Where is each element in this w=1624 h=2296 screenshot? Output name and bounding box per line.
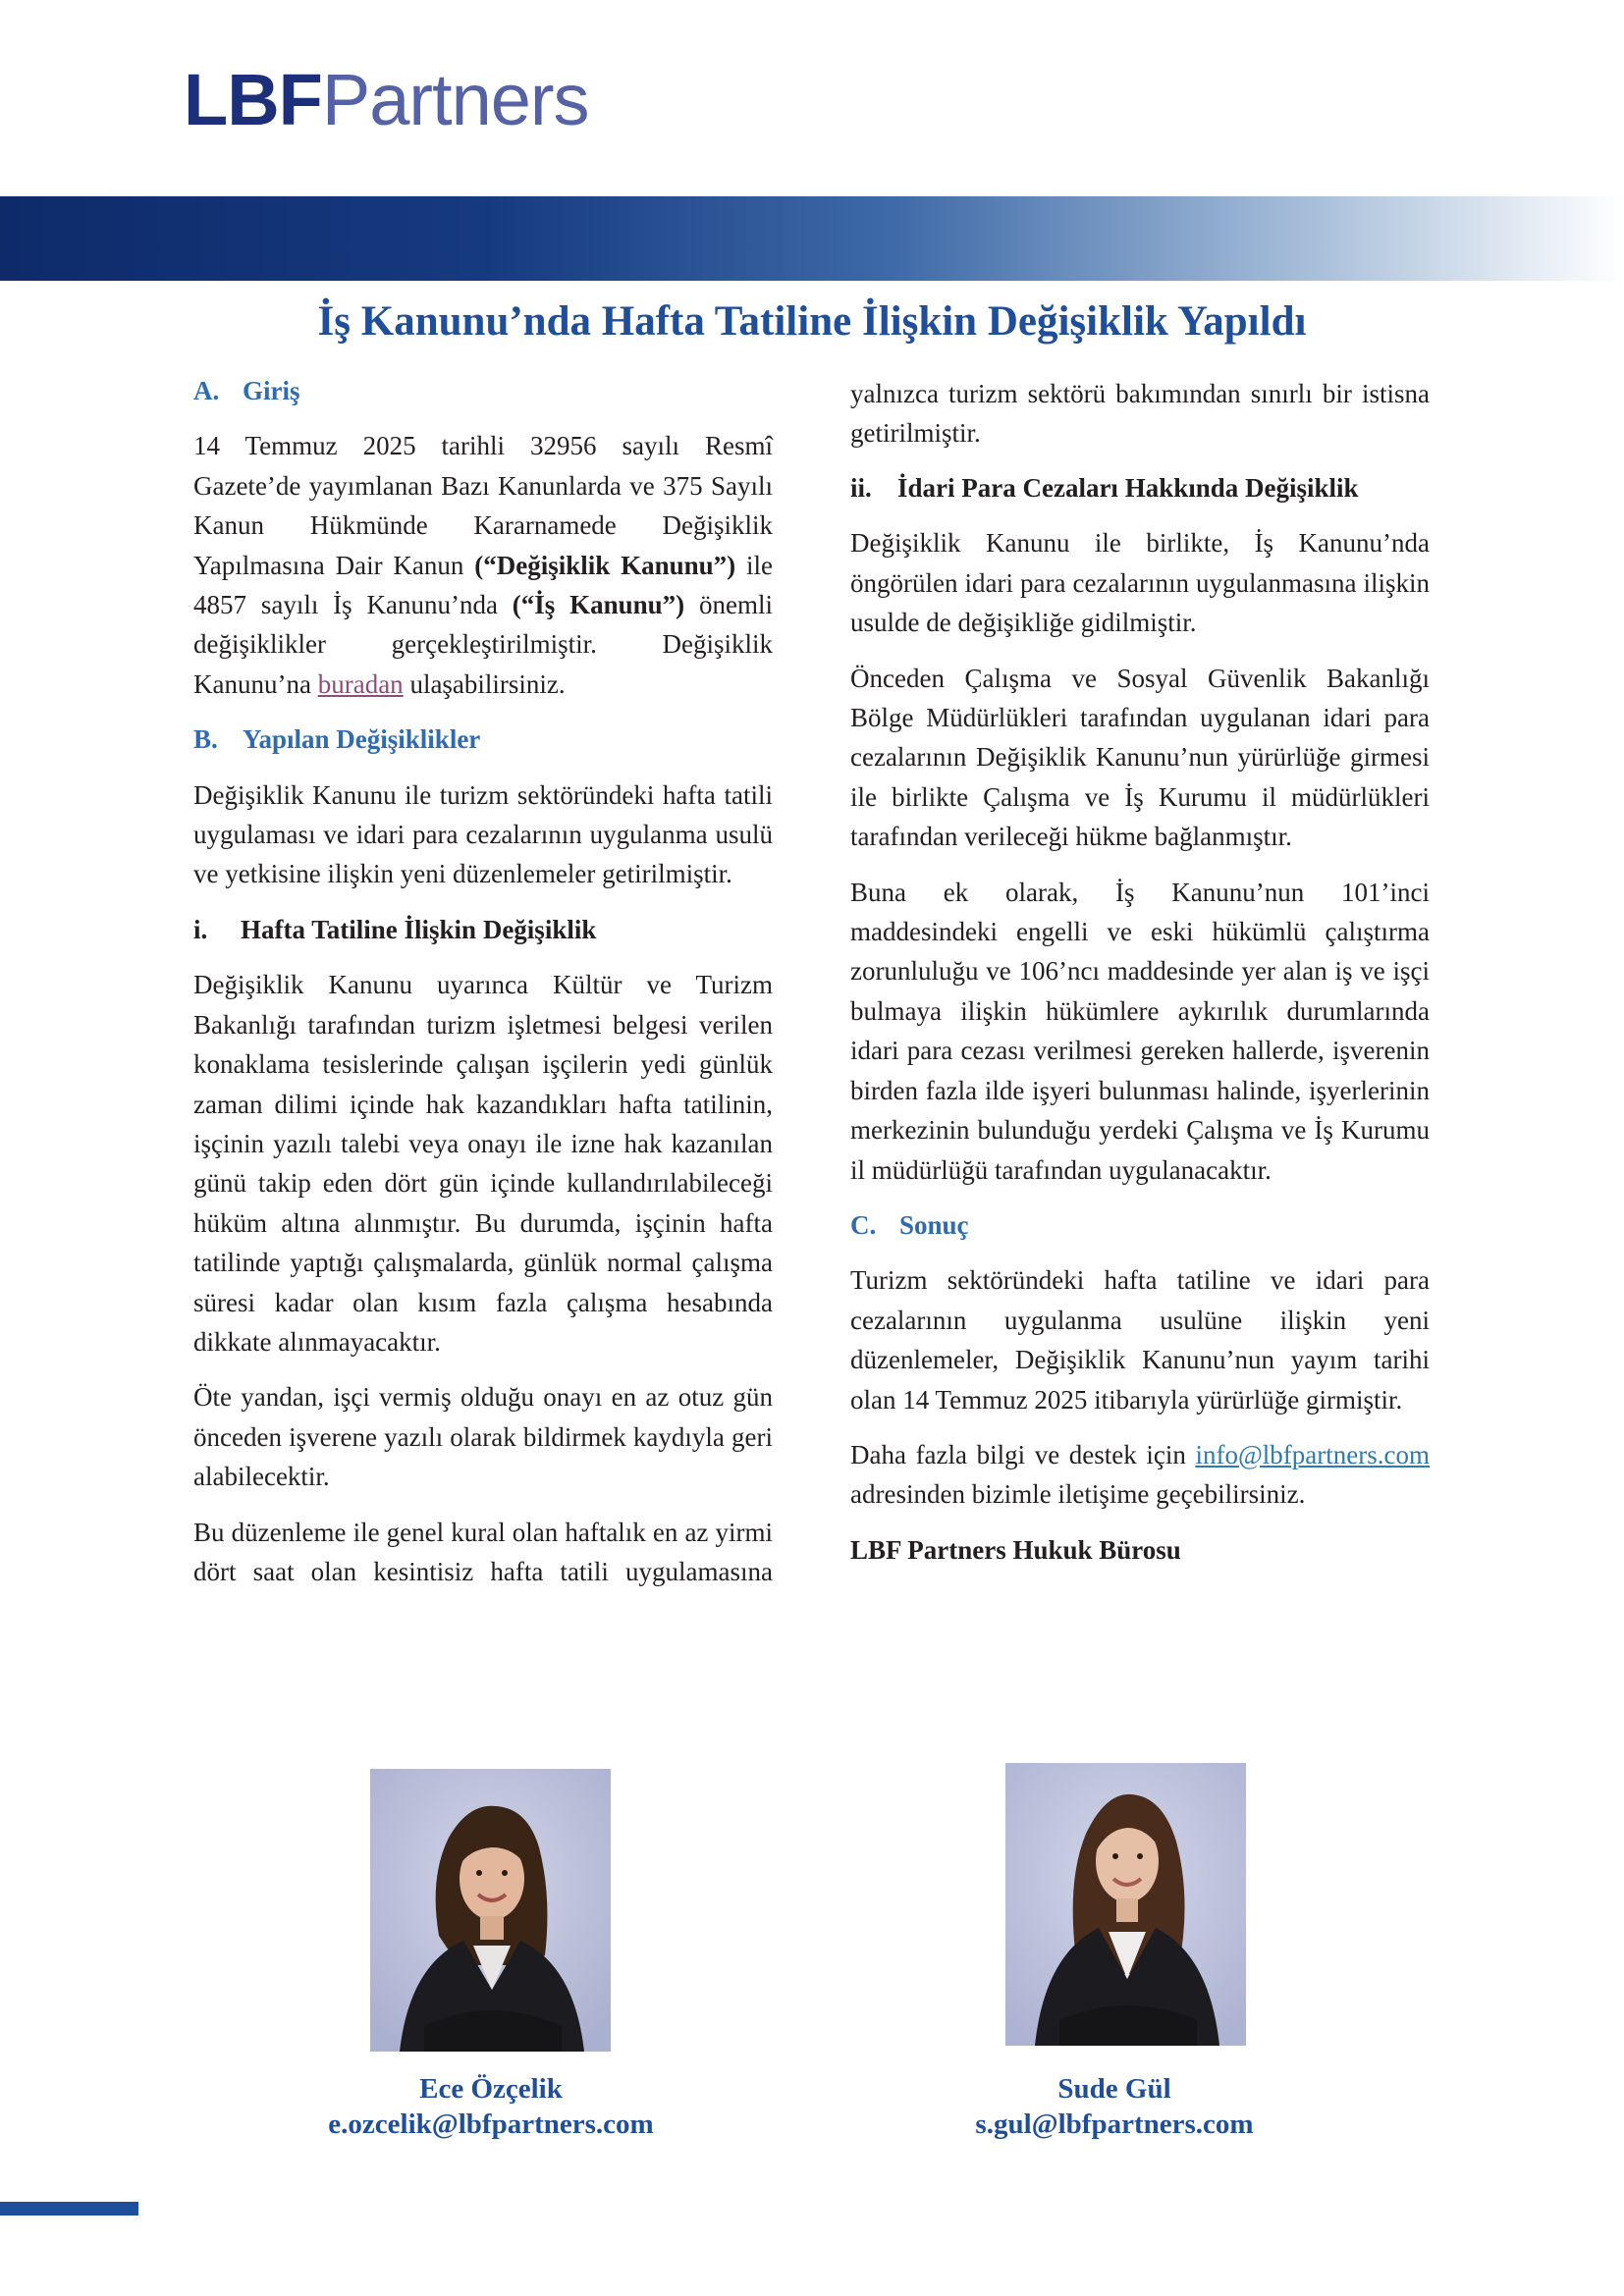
- section-title: Yapılan Değişiklikler: [243, 724, 481, 755]
- section-label: A.: [193, 376, 220, 405]
- contact-email-link[interactable]: info@lbfpartners.com: [1195, 1439, 1430, 1469]
- contact-paragraph: [850, 1435, 1430, 1515]
- intro-defined-term-2: (“İş Kanunu”): [512, 590, 685, 620]
- logo-bold-text: LBF: [184, 59, 322, 140]
- intro-text-1: 14 Temmuz 2025 tarihli 32956 sayılı Resmî Gazete’de yayımlanan Bazı Kanunlarda ve 375 Sayılı Kanun Hükmünde Kararnamede Değişiklik Yapılmasına Dair Kanun: [193, 431, 773, 580]
- page-title: İş Kanunu’nda Hafta Tatiline İlişkin Değişiklik Yapıldı: [317, 298, 1307, 345]
- section-label: C.: [850, 1209, 877, 1240]
- section-b-i-paragraph-1: Değişiklik Kanunu uyarınca Kültür ve Turizm Bakanlığı tarafından turizm işletmesi belgesi verilen konaklama tesislerinde çalışan işçilerin yedi günlük zaman dilimi içinde hak kazandıkları hafta tatilinin, işçinin yazılı talebi veya onayı ile izne hak kazanılan günü takip eden dört gün içinde kullandırılabileceği hüküm altına alınmıştır. Bu durumda, işçinin hafta tatilinde yaptığı çalışmalarda, günlük normal çalışma süresi kadar olan kısım fazla çalışma hesabında dikkate alınmayacaktır.: [193, 970, 773, 1357]
- contact-text-2: adresinden bizimle iletişime geçebilirsiniz.: [850, 1479, 1306, 1510]
- firm-signature: LBF Partners Hukuk Bürosu: [850, 1534, 1181, 1565]
- author-name: Sude Gül: [1057, 2073, 1171, 2105]
- section-heading-c: [850, 1205, 1430, 1245]
- intro-text-4: ulaşabilirsiniz.: [403, 668, 566, 699]
- contact-text-1: Daha fazla bilgi ve destek için: [850, 1439, 1196, 1469]
- intro-defined-term-1: (“Değişiklik Kanunu”): [474, 550, 736, 580]
- author-caption-1: [265, 2071, 717, 2142]
- section-b-intro: Değişiklik Kanunu ile turizm sektöründeki hafta tatili uygulaması ve idari para cezalarının uygulanma usulü ve yetkisine ilişkin yeni düzenlemeler getirilmiştir.: [193, 779, 773, 889]
- section-b-ii-paragraph-1: Değişiklik Kanunu ile birlikte, İş Kanunu’nda öngörülen idari para cezalarının uygulanmasına ilişkin usulde de değişikliğe gidilmiştir.: [850, 528, 1430, 638]
- logo-light-text: Partners: [321, 59, 589, 140]
- company-logo: [184, 61, 589, 139]
- continued-text: yalnızca turizm sektörü bakımından sınırlı bir istisna getirilmiştir.: [850, 378, 1430, 449]
- section-b-ii-paragraph-2: Önceden Çalışma ve Sosyal Güvenlik Bakanlığı Bölge Müdürlükleri tarafından uygulanan idari para cezalarının Değişiklik Kanunu’nun yürürlüğe girmesi ile birlikte Çalışma ve İş Kurumu il müdürlükleri tarafından verileceği hükme bağlanmıştır.: [850, 663, 1430, 852]
- subsection-heading-ii: [850, 468, 1430, 507]
- subsection-title: Hafta Tatiline İlişkin Değişiklik: [241, 914, 597, 944]
- right-column: [850, 374, 1430, 1585]
- intro-text-3: önemli değişiklikler gerçekleştirilmiştir. Değişiklik Kanunu’na: [193, 590, 773, 699]
- law-link[interactable]: buradan: [317, 668, 404, 699]
- header-banner: [0, 196, 1624, 281]
- subsection-heading-i: [193, 910, 773, 949]
- section-b-ii-paragraph-3: Buna ek olarak, İş Kanunu’nun 101’inci maddesindeki engelli ve eski hükümlü çalıştırma zorunluluğu ve 106’ncı maddesinde yer alan iş ve işçi bulmaya ilişkin hükümlere aykırılık durumlarında idari para cezası verilmesi gereken hallerde, işverenin birden fazla ilde işyeri bulunması halinde, işyerlerinin merkezinin bulunduğu yerdeki Çalışma ve İş Kurumu il müdürlüğü tarafından uygulanacaktır.: [850, 877, 1430, 1185]
- section-heading-b: [193, 720, 773, 759]
- conclusion-paragraph: Turizm sektöründeki hafta tatiline ve idari para cezalarının uygulanma usulüne ilişkin yeni düzenlemeler, Değişiklik Kanunu’nun yayım tarihi olan 14 Temmuz 2025 itibarıyla yürürlüğe girmiştir.: [850, 1265, 1430, 1415]
- author-name: Ece Özçelik: [419, 2073, 563, 2105]
- author-photo-2: [1005, 1763, 1246, 2046]
- subsection-title: İdari Para Cezaları Hakkında Değişiklik: [897, 473, 1359, 503]
- author-email[interactable]: e.ozcelik@lbfpartners.com: [328, 2109, 654, 2140]
- author-email[interactable]: s.gul@lbfpartners.com: [975, 2109, 1254, 2140]
- section-label: B.: [193, 724, 218, 755]
- section-title: Sonuç: [899, 1209, 969, 1240]
- section-title: Giriş: [243, 376, 300, 405]
- subsection-label: i.: [193, 914, 208, 944]
- left-column: [193, 371, 773, 1607]
- intro-paragraph: [193, 426, 773, 704]
- author-caption-2: [889, 2071, 1340, 2142]
- section-b-i-paragraph-2: Öte yandan, işçi vermiş olduğu onayı en az otuz gün önceden işverene yazılı olarak bildirmek kaydıyla geri alabilecektir.: [193, 1382, 773, 1492]
- footer-accent-bar: [0, 2202, 138, 2216]
- section-b-i-paragraph-3-continued: [850, 374, 1430, 453]
- section-heading-a: [193, 371, 773, 410]
- section-b-i-paragraph-3: Bu düzenleme ile genel kural olan haftalık en az yirmi dört saat olan kesintisiz hafta tatili uygulamasına: [193, 1517, 773, 1586]
- intro-text-2: ile 4857 sayılı İş Kanunu’nda: [193, 550, 773, 620]
- subsection-label: ii.: [850, 473, 872, 503]
- author-photo-1: [370, 1769, 611, 2052]
